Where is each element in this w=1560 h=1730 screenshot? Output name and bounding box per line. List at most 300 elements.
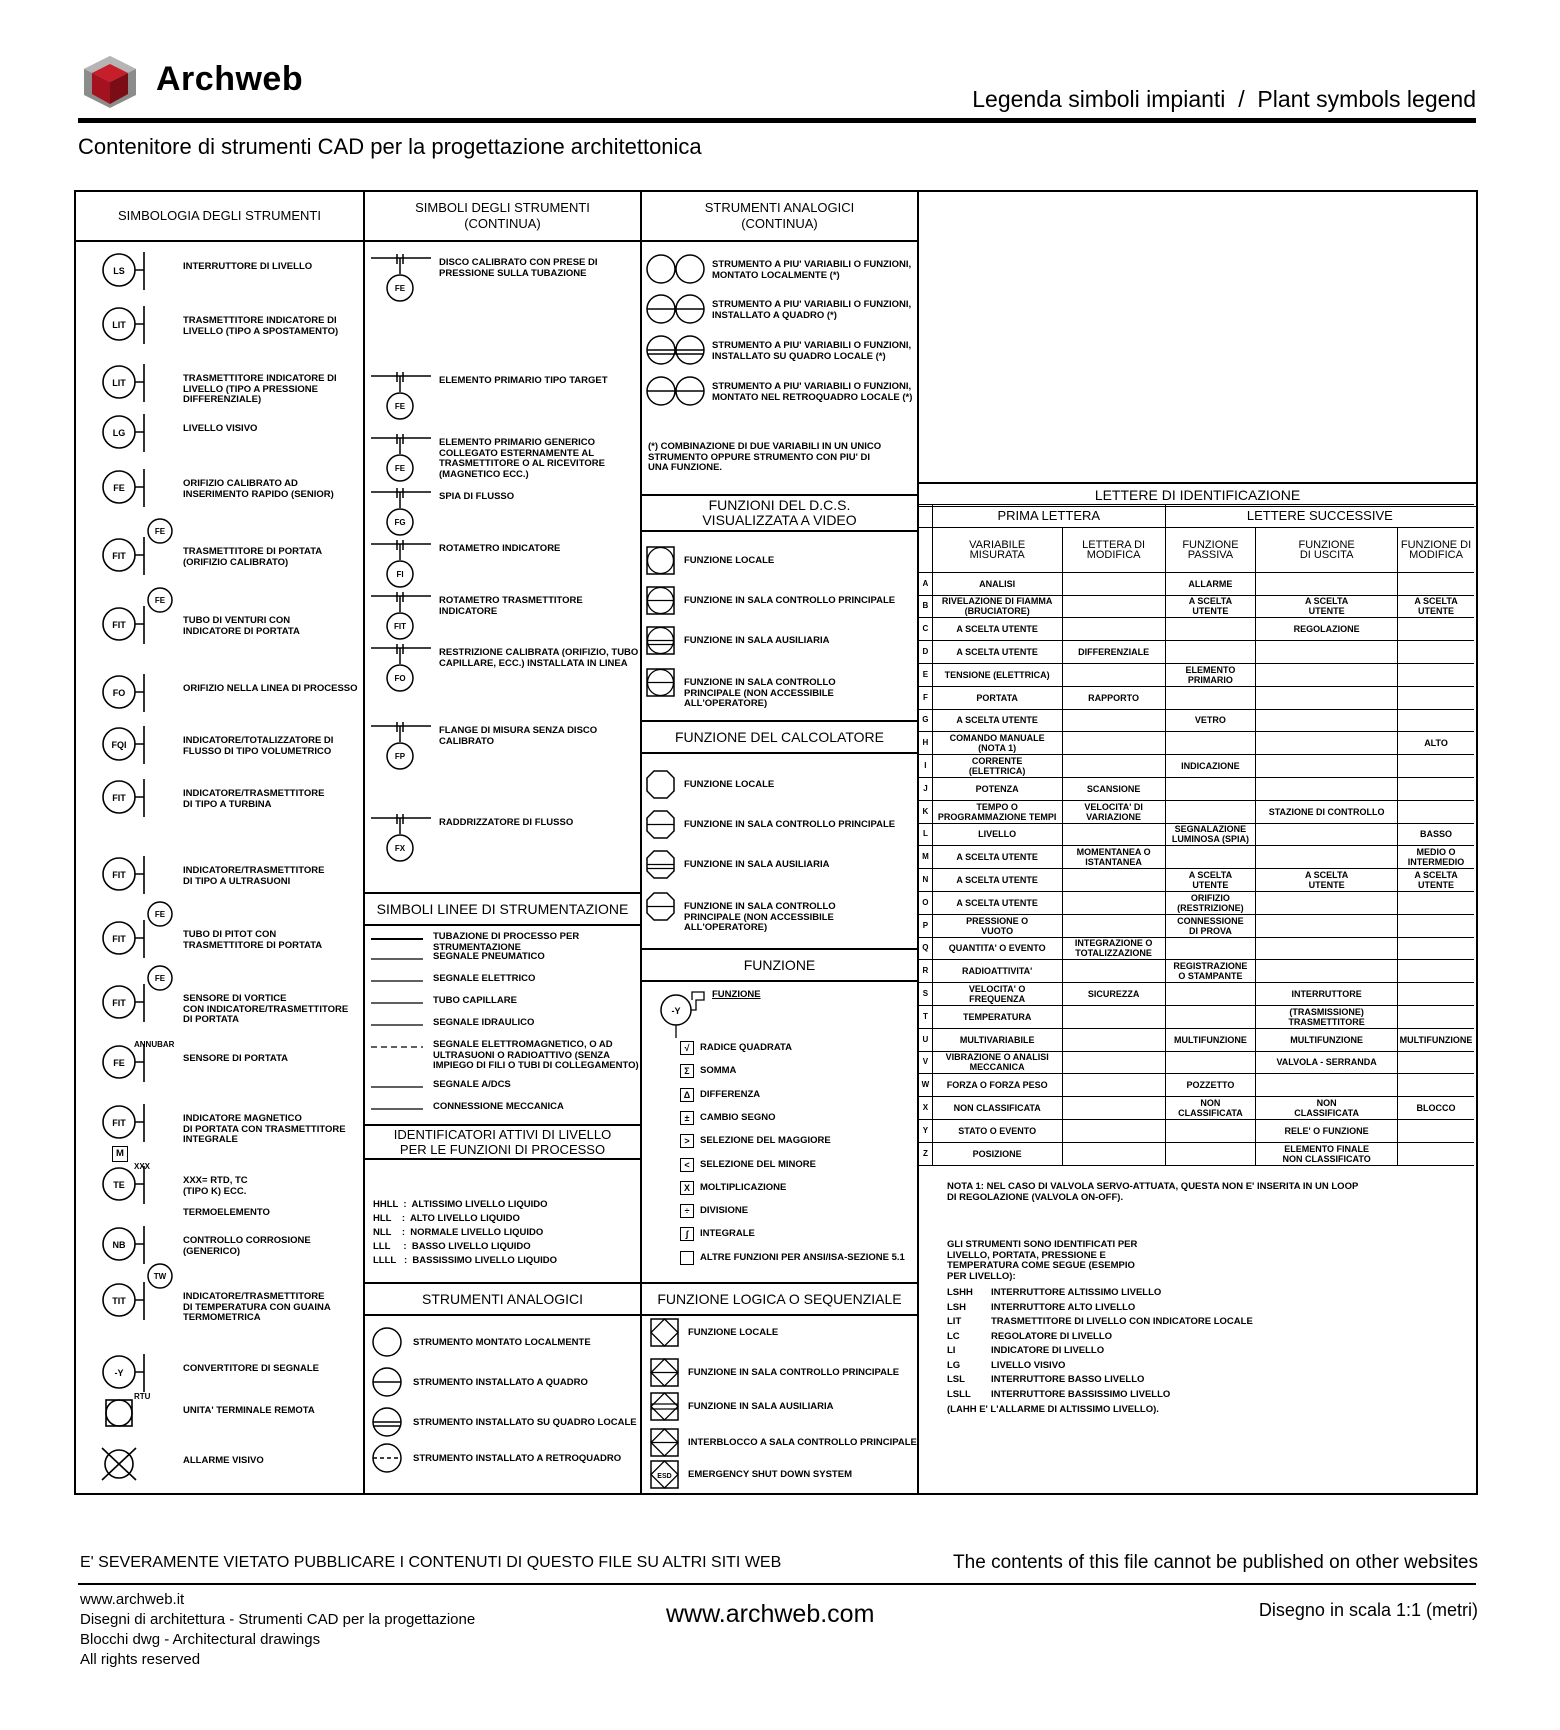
primary-element-label: RADDRIZZATORE DI FLUSSO: [439, 817, 574, 828]
signal-line-icon: [371, 996, 427, 1010]
instrument-note: ANNUBAR: [134, 1040, 175, 1049]
header-rule: [78, 118, 1476, 123]
multi-variable-instrument-icon: [646, 376, 708, 408]
dcs-function-label: FUNZIONE IN SALA AUSILIARIA: [684, 635, 830, 646]
primary-element-tag: FP: [394, 752, 406, 761]
letter-cell: N: [919, 869, 932, 892]
table-cell: [1062, 1119, 1165, 1142]
letter-cell: T: [919, 1005, 932, 1028]
logic-function-label: INTERBLOCCO A SALA CONTROLLO PRINCIPALE: [688, 1437, 917, 1448]
function-symbol-label: DIFFERENZA: [700, 1088, 761, 1100]
table-cell: ORIFIZIO (RESTRIZIONE): [1165, 891, 1255, 914]
table-row: [919, 572, 1474, 595]
identification-letters-table: [919, 504, 1474, 1166]
letter-cell: L: [919, 823, 932, 846]
primary-element-tag: FX: [394, 844, 406, 853]
table-cell: [1256, 823, 1398, 846]
table-row: [919, 1142, 1474, 1165]
instrument-tag: LIT: [112, 320, 126, 330]
instrument-bubble-icon: [82, 1164, 172, 1224]
table-cell: [1398, 777, 1474, 800]
table-cell: COMANDO MANUALE (NOTA 1): [932, 732, 1062, 755]
footer-rule: [78, 1583, 1476, 1585]
table-cell: (TRASMISSIONE) TRASMETTITORE: [1256, 1005, 1398, 1028]
instrument-tag: NB: [112, 1240, 126, 1250]
function-symbol-icon: <: [680, 1158, 694, 1172]
table-cell: [1062, 1051, 1165, 1074]
calculator-function-label: FUNZIONE IN SALA AUSILIARIA: [684, 859, 830, 870]
identification-code-meaning: INTERRUTTORE ALTO LIVELLO: [991, 1301, 1136, 1313]
table-cell: A SCELTA UTENTE: [1165, 595, 1255, 618]
archweb-logo-icon: [82, 54, 138, 110]
column-instrument-symbols: [76, 192, 365, 1493]
instrument-note: RTU: [134, 1392, 151, 1401]
table-cell: [1398, 914, 1474, 937]
logic-heading: FUNZIONE LOGICA O SEQUENZIALE: [642, 1282, 917, 1316]
table-row: [919, 686, 1474, 709]
level-identifier: LLLL : BASSISSIMO LIVELLO LIQUIDO: [373, 1255, 558, 1266]
instrument-label: INDICATORE MAGNETICO DI PORTATA CON TRASMETTITORE INTEGRALE: [183, 1113, 346, 1145]
table-cell: MULTIFUNZIONE: [1398, 1028, 1474, 1051]
table-cell: LIVELLO: [932, 823, 1062, 846]
primary-element-label: FLANGE DI MISURA SENZA DISCO CALIBRATO: [439, 725, 598, 747]
instrument-label: CONTROLLO CORROSIONE (GENERICO): [183, 1235, 311, 1257]
letter-cell: I: [919, 755, 932, 778]
legend-frame: [74, 190, 1478, 1495]
instrument-label: ORIFIZIO CALIBRATO AD INSERIMENTO RAPIDO (SENIOR): [183, 478, 334, 500]
warning-en: The contents of this file cannot be published on other websites: [953, 1552, 1478, 1573]
table-cell: [1165, 777, 1255, 800]
letter-cell: S: [919, 983, 932, 1006]
instrument-tag: LIT: [112, 378, 126, 388]
identification-code: LSL: [947, 1374, 965, 1385]
table-cell: A SCELTA UTENTE: [932, 846, 1062, 869]
instrument-tag: FIT: [112, 551, 126, 561]
table-cell: BASSO: [1398, 823, 1474, 846]
function-symbol-icon: ∫: [680, 1227, 694, 1241]
instrument-secondary-tag: FE: [154, 910, 166, 919]
table-row: [919, 709, 1474, 732]
identification-code: LG: [947, 1359, 961, 1371]
table-cell: [1398, 1051, 1474, 1074]
letter-cell: X: [919, 1097, 932, 1120]
table-cell: SEGNALAZIONE LUMINOSA (SPIA): [1165, 823, 1255, 846]
instrument-label: TRASMETTITORE INDICATORE DI LIVELLO (TIPO A PRESSIONE DIFFERENZIALE): [183, 373, 337, 405]
function-symbol-icon: ÷: [680, 1204, 694, 1218]
signal-line-label: SEGNALE PNEUMATICO: [433, 951, 545, 962]
table-cell: SICUREZZA: [1062, 983, 1165, 1006]
primary-element-icon: [369, 644, 435, 714]
column-identification-letters: [919, 192, 1476, 1493]
primary-element-tag: FE: [394, 402, 406, 411]
function-symbol-icon: [680, 1251, 694, 1265]
function-symbol-label: RADICE QUADRATA: [700, 1042, 793, 1053]
table-cell: [1062, 1097, 1165, 1120]
identification-code: LI: [947, 1345, 956, 1356]
instrument-tag: FIT: [112, 620, 126, 630]
primary-element-tag: FE: [394, 464, 406, 473]
primary-element-label: ROTAMETRO TRASMETTITORE INDICATORE: [439, 595, 583, 617]
table-cell: [1062, 663, 1165, 686]
table-cell: REGOLAZIONE: [1256, 618, 1398, 641]
lahh-note: (LAHH E' L'ALLARME DI ALTISSIMO LIVELLO).: [947, 1404, 1159, 1415]
page-title: Legenda simboli impianti / Plant symbols legend: [972, 86, 1476, 112]
table-cell: [1165, 800, 1255, 823]
table-cell: NON CLASSIFICATA: [1165, 1097, 1255, 1120]
table-cell: [1165, 1142, 1255, 1165]
table-cell: [1256, 1074, 1398, 1097]
logic-function-icon: [650, 1358, 680, 1388]
instrument-bubble-icon: [82, 672, 172, 732]
instrument-secondary-bubble-icon: [146, 900, 176, 930]
multi-variable-label: STRUMENTO A PIU' VARIABILI O FUNZIONI, INSTALLATO A QUADRO (*): [712, 299, 912, 321]
table-cell: A SCELTA UTENTE: [1256, 869, 1398, 892]
table-cell: ANALISI: [932, 572, 1062, 595]
signal-line-label: SEGNALE A/DCS: [433, 1079, 511, 1090]
instrument-secondary-tag: FE: [154, 596, 166, 605]
primary-element-tag: FI: [396, 570, 404, 579]
table-column-header: FUNZIONE PASSIVA: [1165, 527, 1255, 572]
instrument-tag: FIT: [112, 870, 126, 880]
function-symbol-icon: Σ: [680, 1064, 694, 1078]
calculator-function-label: FUNZIONE IN SALA CONTROLLO PRINCIPALE: [684, 819, 896, 830]
letter-cell: H: [919, 732, 932, 755]
dcs-function-icon: [646, 546, 676, 576]
dcs-heading: FUNZIONI DEL D.C.S. VISUALIZZATA A VIDEO: [642, 494, 917, 532]
logic-function-icon: [650, 1392, 680, 1422]
table-row: [919, 960, 1474, 983]
instrument-label: ORIFIZIO NELLA LINEA DI PROCESSO: [183, 683, 358, 694]
table-cell: FORZA O FORZA PESO: [932, 1074, 1062, 1097]
footer-site-link[interactable]: www.archweb.com: [666, 1600, 875, 1628]
analog-instrument-icon: [371, 1406, 405, 1440]
table-row: [919, 983, 1474, 1006]
table-cell: ELEMENTO FINALE NON CLASSIFICATO: [1256, 1142, 1398, 1165]
table-cell: A SCELTA UTENTE: [932, 709, 1062, 732]
letter-cell: F: [919, 686, 932, 709]
table-cell: PRESSIONE O VUOTO: [932, 914, 1062, 937]
table-cell: RELE' O FUNZIONE: [1256, 1119, 1398, 1142]
letter-cell: D: [919, 641, 932, 664]
identification-code-meaning: INTERRUTTORE BASSO LIVELLO: [991, 1374, 1145, 1385]
instrument-secondary-tag: FE: [154, 527, 166, 536]
logic-function-label: EMERGENCY SHUT DOWN SYSTEM: [688, 1469, 852, 1480]
table-cell: NON CLASSIFICATA: [1256, 1097, 1398, 1120]
table-cell: [1398, 891, 1474, 914]
table-cell: [1398, 983, 1474, 1006]
instrument-bubble-icon: [82, 250, 172, 310]
table-cell: [1165, 983, 1255, 1006]
table-cell: [1256, 914, 1398, 937]
analog-instrument-icon: [371, 1366, 405, 1400]
logic-function-icon: [650, 1460, 680, 1490]
table-cell: VALVOLA - SERRANDA: [1256, 1051, 1398, 1074]
table-cell: INDICAZIONE: [1165, 755, 1255, 778]
table-cell: VETRO: [1165, 709, 1255, 732]
primary-element-label: ELEMENTO PRIMARIO TIPO TARGET: [439, 375, 608, 386]
table-cell: TEMPERATURA: [932, 1005, 1062, 1028]
table-cell: A SCELTA UTENTE: [1165, 869, 1255, 892]
table-cell: VIBRAZIONE O ANALISI MECCANICA: [932, 1051, 1062, 1074]
table-row: [919, 1097, 1474, 1120]
table-cell: ALLARME: [1165, 572, 1255, 595]
primary-element-label: SPIA DI FLUSSO: [439, 491, 515, 502]
table-cell: DIFFERENZIALE: [1062, 641, 1165, 664]
footer-link-archweb-it[interactable]: www.archweb.it: [80, 1591, 185, 1608]
table-cell: TEMPO O PROGRAMMAZIONE TEMPI: [932, 800, 1062, 823]
identification-code-meaning: TRASMETTITORE DI LIVELLO CON INDICATORE LOCALE: [991, 1316, 1253, 1327]
table-row: [919, 846, 1474, 869]
instrument-box: M: [112, 1146, 128, 1162]
table-cell: [1256, 937, 1398, 960]
primary-element-label: ELEMENTO PRIMARIO GENERICO COLLEGATO ESTERNAMENTE AL TRASMETTITORE O AL RICEVITORE (MAGNETICO ECC.): [439, 437, 605, 480]
letter-cell: B: [919, 595, 932, 618]
table-row: [919, 732, 1474, 755]
esd-tag: ESD: [657, 1473, 672, 1480]
function-symbol-icon: Δ: [680, 1088, 694, 1102]
instrument-label: ALLARME VISIVO: [183, 1455, 264, 1466]
instrument-label: TRASMETTITORE DI PORTATA (ORIFIZIO CALIBRATO): [183, 546, 323, 568]
signal-line-label: SEGNALE ELETTROMAGNETICO, O AD ULTRASUONI O RADIOATTIVO (SENZA IMPIEGO DI FILI O TUBI DI COLLEGAMENTO): [433, 1039, 639, 1071]
footer-info: [80, 1590, 475, 1670]
dcs-function-icon: [646, 626, 676, 656]
table-cell: [1062, 823, 1165, 846]
table-cell: [1398, 618, 1474, 641]
function-symbol-label: CAMBIO SEGNO: [700, 1111, 776, 1123]
instrument-label: TUBO DI VENTURI CON INDICATORE DI PORTATA: [183, 615, 300, 637]
table-cell: [1165, 846, 1255, 869]
table-cell: [1398, 800, 1474, 823]
table-column-header: FUNZIONE DI USCITA: [1256, 527, 1398, 572]
table-cell: A SCELTA UTENTE: [932, 869, 1062, 892]
warning-it: E' SEVERAMENTE VIETATO PUBBLICARE I CONTENUTI DI QUESTO FILE SU ALTRI SITI WEB: [80, 1554, 782, 1571]
function-symbol-label: DIVISIONE: [700, 1205, 749, 1217]
table-row: [919, 869, 1474, 892]
analog-instrument-icon: [371, 1442, 405, 1476]
table-cell: CONNESSIONE DI PROVA: [1165, 914, 1255, 937]
column-instrument-symbols-continued: [365, 192, 642, 1493]
primary-element-label: RESTRIZIONE CALIBRATA (ORIFIZIO, TUBO CAPILLARE, ECC.) INSTALLATA IN LINEA: [439, 647, 639, 669]
letter-cell: W: [919, 1074, 932, 1097]
table-row: [919, 1119, 1474, 1142]
instrument-label: INDICATORE/TRASMETTITORE DI TIPO A ULTRASUONI: [183, 865, 325, 887]
logic-function-label: FUNZIONE LOCALE: [688, 1327, 779, 1338]
table-row: [919, 823, 1474, 846]
table-cell: [1256, 686, 1398, 709]
table-cell: RADIOATTIVITA': [932, 960, 1062, 983]
letter-cell: G: [919, 709, 932, 732]
table-cell: [1256, 641, 1398, 664]
table-cell: [1398, 1119, 1474, 1142]
table-cell: [1062, 869, 1165, 892]
table-row: [919, 618, 1474, 641]
table-row: [919, 505, 1474, 528]
table-row: [919, 595, 1474, 618]
instrument-secondary-bubble-icon: [146, 964, 176, 994]
table-cell: BLOCCO: [1398, 1097, 1474, 1120]
calculator-function-icon: [646, 810, 676, 840]
function-symbol-label: SELEZIONE DEL MAGGIORE: [700, 1135, 831, 1147]
identification-code: LC: [947, 1330, 960, 1342]
function-symbol-label: INTEGRALE: [700, 1228, 755, 1240]
table-cell: [1165, 686, 1255, 709]
table-cell: STAZIONE DI CONTROLLO: [1256, 800, 1398, 823]
table-cell: [1062, 572, 1165, 595]
instrument-bubble-icon: [82, 1040, 175, 1102]
letter-cell: Z: [919, 1142, 932, 1165]
letter-cell: R: [919, 960, 932, 983]
signal-line-icon: [371, 952, 427, 966]
table-cell: [1062, 1005, 1165, 1028]
identification-code-meaning: REGOLATORE DI LIVELLO: [991, 1330, 1113, 1342]
table-cell: POTENZA: [932, 777, 1062, 800]
first-letter-header: PRIMA LETTERA: [932, 505, 1165, 528]
instrument-tag: FE: [113, 1058, 125, 1068]
instrument-tag: FQI: [111, 740, 127, 750]
instrument-secondary-bubble-icon: [146, 586, 176, 616]
instrument-tag: TIT: [112, 1296, 126, 1306]
table-cell: [1398, 937, 1474, 960]
logo-text[interactable]: Archweb: [156, 60, 304, 98]
table-cell: POSIZIONE: [932, 1142, 1062, 1165]
identification-code-meaning: INTERRUTTORE BASSISSIMO LIVELLO: [991, 1388, 1171, 1400]
dcs-function-label: FUNZIONE LOCALE: [684, 555, 775, 566]
instrument-tag: FIT: [112, 793, 126, 803]
letter-cell: C: [919, 618, 932, 641]
letter-cell: Q: [919, 937, 932, 960]
table-cell: A SCELTA UTENTE: [932, 618, 1062, 641]
table-cell: INTERRUTTORE: [1256, 983, 1398, 1006]
signal-line-label: CONNESSIONE MECCANICA: [433, 1101, 564, 1112]
table-cell: MULTIFUNZIONE: [1165, 1028, 1255, 1051]
function-symbol-label: SOMMA: [700, 1065, 737, 1077]
level-identifier: HHLL : ALTISSIMO LIVELLO LIQUIDO: [373, 1199, 548, 1210]
footer-scale: Disegno in scala 1:1 (metri): [1258, 1600, 1478, 1620]
column-analog-instruments: [642, 192, 919, 1493]
table-cell: A SCELTA UTENTE: [1398, 595, 1474, 618]
analog-heading: STRUMENTI ANALOGICI: [365, 1282, 640, 1316]
table-cell: ALTO: [1398, 732, 1474, 755]
signal-line-label: SEGNALE ELETTRICO: [433, 973, 536, 984]
function-symbol-label: MOLTIPLICAZIONE: [700, 1181, 787, 1193]
instrument-bubble-icon: [82, 777, 172, 837]
table-cell: [1062, 960, 1165, 983]
calculator-heading: FUNZIONE DEL CALCOLATORE: [642, 720, 917, 754]
table-row: [919, 1051, 1474, 1074]
identification-code-meaning: INDICATORE DI LIVELLO: [991, 1345, 1105, 1356]
table-cell: [1398, 709, 1474, 732]
table-cell: [1165, 641, 1255, 664]
table-cell: [1062, 755, 1165, 778]
table-cell: A SCELTA UTENTE: [1398, 869, 1474, 892]
table-row: [919, 527, 1474, 572]
signal-line-icon: [371, 932, 427, 946]
identification-code: LSHH: [947, 1287, 973, 1298]
table-cell: POZZETTO: [1165, 1074, 1255, 1097]
note-1: NOTA 1: NEL CASO DI VALVOLA SERVO-ATTUATA, QUESTA NON E' INSERITA IN UN LOOP DI REGOLAZIONE (VALVOLA ON-OFF).: [947, 1181, 1359, 1203]
calculator-function-label: FUNZIONE IN SALA CONTROLLO PRINCIPALE (NON ACCESSIBILE ALL'OPERATORE): [684, 901, 836, 933]
table-cell: RAPPORTO: [1062, 686, 1165, 709]
identification-code: LSLL: [947, 1388, 971, 1400]
logic-function-icon: [650, 1428, 680, 1458]
instrument-label: LIVELLO VISIVO: [183, 423, 258, 434]
table-cell: VELOCITA' O FREQUENZA: [932, 983, 1062, 1006]
instrument-label: UNITA' TERMINALE REMOTA: [183, 1405, 315, 1416]
instrument-tag: LS: [113, 266, 125, 276]
table-cell: A SCELTA UTENTE: [932, 891, 1062, 914]
primary-element-tag: FE: [394, 284, 406, 293]
primary-element-tag: FG: [394, 518, 406, 527]
table-row: [919, 800, 1474, 823]
signal-line-icon: [371, 1080, 427, 1094]
table-cell: [1256, 755, 1398, 778]
instrument-label: INDICATORE/TOTALIZZATORE DI FLUSSO DI TIPO VOLUMETRICO: [183, 735, 334, 757]
table-cell: TENSIONE (ELETTRICA): [932, 663, 1062, 686]
instrument-label: XXX= RTD, TC (TIPO K) ECC. TERMOELEMENTO: [183, 1175, 270, 1218]
table-cell: PORTATA: [932, 686, 1062, 709]
instrument-bubble-icon: [82, 304, 172, 364]
function-symbol-icon: X: [680, 1181, 694, 1195]
level-identifiers-heading: IDENTIFICATORI ATTIVI DI LIVELLO PER LE FUNZIONI DI PROCESSO: [365, 1124, 640, 1160]
primary-element-label: ROTAMETRO INDICATORE: [439, 543, 561, 554]
instrument-label: INDICATORE/TRASMETTITORE DI TIPO A TURBINA: [183, 788, 325, 810]
calculator-function-icon: [646, 850, 676, 880]
instrument-secondary-tag: FE: [154, 974, 166, 983]
primary-element-tag: FIT: [394, 622, 406, 631]
primary-element-tag: FO: [394, 674, 406, 683]
letter-cell: J: [919, 777, 932, 800]
identification-code: LIT: [947, 1316, 962, 1327]
table-cell: [1165, 1051, 1255, 1074]
table-column-header: LETTERA DI MODIFICA: [1062, 527, 1165, 572]
instrument-secondary-bubble-icon: [146, 517, 176, 547]
table-cell: [1398, 1005, 1474, 1028]
table-cell: MEDIO O INTERMEDIO: [1398, 846, 1474, 869]
level-identifier: LLL : BASSO LIVELLO LIQUIDO: [373, 1241, 531, 1252]
letter-cell: O: [919, 891, 932, 914]
table-cell: [1398, 572, 1474, 595]
table-cell: [1165, 618, 1255, 641]
instrument-tag: FO: [112, 688, 126, 698]
table-cell: [1398, 960, 1474, 983]
table-cell: ELEMENTO PRIMARIO: [1165, 663, 1255, 686]
table-row: [919, 891, 1474, 914]
letter-cell: M: [919, 846, 932, 869]
table-cell: MULTIVARIABILE: [932, 1028, 1062, 1051]
multi-variable-instrument-icon: [646, 254, 708, 286]
letter-cell: Y: [919, 1119, 932, 1142]
function-bubble-tag: -Y: [671, 1006, 681, 1016]
table-cell: SCANSIONE: [1062, 777, 1165, 800]
table-cell: [1398, 1142, 1474, 1165]
instrument-note: XXX: [134, 1162, 151, 1171]
footer-line-3: Blocchi dwg - Architectural drawings: [80, 1631, 321, 1648]
table-cell: [1398, 1074, 1474, 1097]
instrument-tag: FIT: [112, 934, 126, 944]
primary-element-icon: [369, 722, 435, 792]
logic-function-label: FUNZIONE IN SALA CONTROLLO PRINCIPALE: [688, 1367, 900, 1378]
letter-cell: E: [919, 663, 932, 686]
instrument-label: SENSORE DI PORTATA: [183, 1053, 289, 1064]
table-cell: [1165, 732, 1255, 755]
instrument-label: TUBO DI PITOT CON TRASMETTITORE DI PORTATA: [183, 929, 323, 951]
signal-line-icon: [371, 1018, 427, 1032]
calculator-function-icon: [646, 770, 676, 800]
calculator-function-icon: [646, 892, 676, 922]
table-cell: [1165, 937, 1255, 960]
lines-heading: SIMBOLI LINEE DI STRUMENTAZIONE: [365, 892, 640, 926]
signal-line-icon: [371, 1040, 427, 1054]
